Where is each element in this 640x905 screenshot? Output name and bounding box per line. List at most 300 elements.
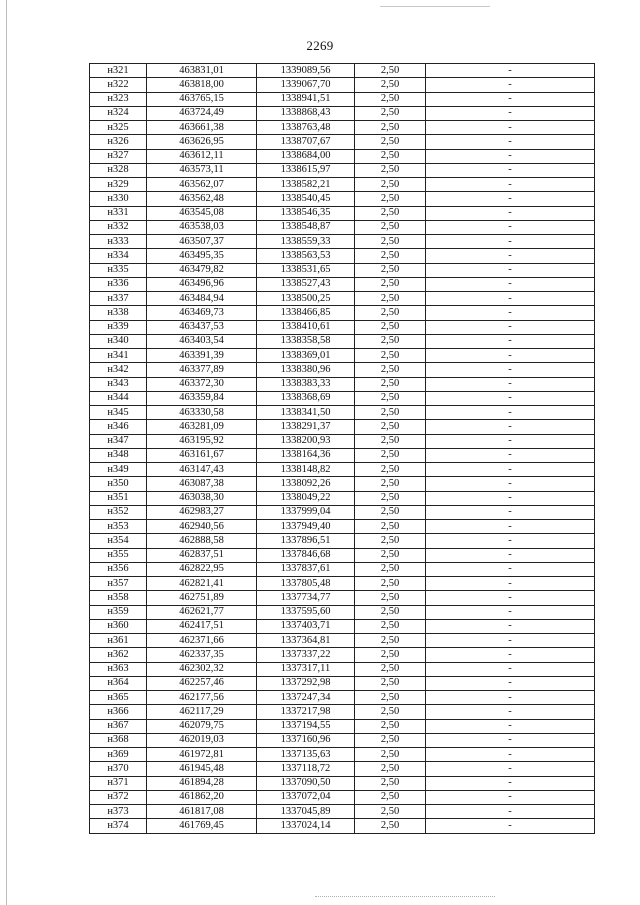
table-row xyxy=(90,477,595,491)
y-coordinate-cell: 1338164,36 xyxy=(257,448,355,462)
y-coordinate-cell: 1337949,40 xyxy=(257,520,355,534)
point-id-cell: н342 xyxy=(90,363,147,377)
x-coordinate-cell: 463818,00 xyxy=(147,78,257,92)
x-coordinate-cell: 462940,56 xyxy=(147,520,257,534)
point-id-cell: н334 xyxy=(90,249,147,263)
x-coordinate-cell: 463330,58 xyxy=(147,406,257,420)
x-coordinate-cell: 463626,95 xyxy=(147,135,257,149)
x-coordinate-cell: 462837,51 xyxy=(147,548,257,562)
point-id-cell: н331 xyxy=(90,206,147,220)
error-value-cell: 2,50 xyxy=(355,220,426,234)
method-cell: - xyxy=(426,235,595,249)
y-coordinate-cell: 1338369,01 xyxy=(257,349,355,363)
method-cell: - xyxy=(426,662,595,676)
x-coordinate-cell: 463359,84 xyxy=(147,391,257,405)
method-cell: - xyxy=(426,705,595,719)
x-coordinate-cell: 462337,35 xyxy=(147,648,257,662)
method-cell: - xyxy=(426,520,595,534)
table-row xyxy=(90,776,595,790)
method-cell: - xyxy=(426,534,595,548)
point-id-cell: н335 xyxy=(90,263,147,277)
y-coordinate-cell: 1338291,37 xyxy=(257,420,355,434)
table-row xyxy=(90,562,595,576)
x-coordinate-cell: 461817,08 xyxy=(147,805,257,819)
y-coordinate-cell: 1337317,11 xyxy=(257,662,355,676)
method-cell: - xyxy=(426,178,595,192)
x-coordinate-cell: 463495,35 xyxy=(147,249,257,263)
error-value-cell: 2,50 xyxy=(355,748,426,762)
method-cell: - xyxy=(426,391,595,405)
table-row xyxy=(90,705,595,719)
table-row xyxy=(90,420,595,434)
error-value-cell: 2,50 xyxy=(355,790,426,804)
y-coordinate-cell: 1337072,04 xyxy=(257,790,355,804)
x-coordinate-cell: 463724,49 xyxy=(147,106,257,120)
y-coordinate-cell: 1337805,48 xyxy=(257,577,355,591)
point-id-cell: н357 xyxy=(90,577,147,591)
method-cell: - xyxy=(426,676,595,690)
table-row xyxy=(90,434,595,448)
method-cell: - xyxy=(426,577,595,591)
error-value-cell: 2,50 xyxy=(355,106,426,120)
scan-top-mark xyxy=(380,6,490,7)
table-row xyxy=(90,548,595,562)
x-coordinate-cell: 463573,11 xyxy=(147,163,257,177)
method-cell: - xyxy=(426,548,595,562)
table-row xyxy=(90,534,595,548)
method-cell: - xyxy=(426,249,595,263)
error-value-cell: 2,50 xyxy=(355,548,426,562)
table-row xyxy=(90,178,595,192)
method-cell: - xyxy=(426,719,595,733)
error-value-cell: 2,50 xyxy=(355,505,426,519)
table-row xyxy=(90,691,595,705)
y-coordinate-cell: 1338546,35 xyxy=(257,206,355,220)
y-coordinate-cell: 1337135,63 xyxy=(257,748,355,762)
table-row xyxy=(90,78,595,92)
scan-left-edge xyxy=(6,0,7,905)
error-value-cell: 2,50 xyxy=(355,491,426,505)
method-cell: - xyxy=(426,263,595,277)
table-row xyxy=(90,363,595,377)
point-id-cell: н358 xyxy=(90,591,147,605)
y-coordinate-cell: 1337247,34 xyxy=(257,691,355,705)
method-cell: - xyxy=(426,648,595,662)
table-row xyxy=(90,121,595,135)
method-cell: - xyxy=(426,619,595,633)
point-id-cell: н338 xyxy=(90,306,147,320)
x-coordinate-cell: 463496,96 xyxy=(147,277,257,291)
x-coordinate-cell: 463479,82 xyxy=(147,263,257,277)
point-id-cell: н360 xyxy=(90,619,147,633)
table-row xyxy=(90,277,595,291)
y-coordinate-cell: 1337160,96 xyxy=(257,733,355,747)
table-row xyxy=(90,719,595,733)
x-coordinate-cell: 463403,54 xyxy=(147,334,257,348)
point-id-cell: н349 xyxy=(90,463,147,477)
method-cell: - xyxy=(426,349,595,363)
error-value-cell: 2,50 xyxy=(355,819,426,833)
method-cell: - xyxy=(426,334,595,348)
table-row xyxy=(90,762,595,776)
error-value-cell: 2,50 xyxy=(355,577,426,591)
x-coordinate-cell: 463538,03 xyxy=(147,220,257,234)
method-cell: - xyxy=(426,790,595,804)
table-row xyxy=(90,377,595,391)
error-value-cell: 2,50 xyxy=(355,135,426,149)
y-coordinate-cell: 1338868,43 xyxy=(257,106,355,120)
method-cell: - xyxy=(426,634,595,648)
point-id-cell: н344 xyxy=(90,391,147,405)
table-row xyxy=(90,662,595,676)
y-coordinate-cell: 1337024,14 xyxy=(257,819,355,833)
x-coordinate-cell: 462117,29 xyxy=(147,705,257,719)
error-value-cell: 2,50 xyxy=(355,648,426,662)
y-coordinate-cell: 1337217,98 xyxy=(257,705,355,719)
method-cell: - xyxy=(426,733,595,747)
y-coordinate-cell: 1338200,93 xyxy=(257,434,355,448)
error-value-cell: 2,50 xyxy=(355,263,426,277)
error-value-cell: 2,50 xyxy=(355,591,426,605)
x-coordinate-cell: 463437,53 xyxy=(147,320,257,334)
y-coordinate-cell: 1337734,77 xyxy=(257,591,355,605)
x-coordinate-cell: 461945,48 xyxy=(147,762,257,776)
error-value-cell: 2,50 xyxy=(355,719,426,733)
point-id-cell: н324 xyxy=(90,106,147,120)
point-id-cell: н330 xyxy=(90,192,147,206)
x-coordinate-cell: 462621,77 xyxy=(147,605,257,619)
method-cell: - xyxy=(426,748,595,762)
error-value-cell: 2,50 xyxy=(355,349,426,363)
y-coordinate-cell: 1338341,50 xyxy=(257,406,355,420)
point-id-cell: н340 xyxy=(90,334,147,348)
x-coordinate-cell: 463372,30 xyxy=(147,377,257,391)
point-id-cell: н365 xyxy=(90,691,147,705)
point-id-cell: н373 xyxy=(90,805,147,819)
error-value-cell: 2,50 xyxy=(355,121,426,135)
point-id-cell: н370 xyxy=(90,762,147,776)
error-value-cell: 2,50 xyxy=(355,805,426,819)
method-cell: - xyxy=(426,149,595,163)
method-cell: - xyxy=(426,163,595,177)
error-value-cell: 2,50 xyxy=(355,562,426,576)
point-id-cell: н321 xyxy=(90,64,147,78)
table-row xyxy=(90,135,595,149)
point-id-cell: н346 xyxy=(90,420,147,434)
error-value-cell: 2,50 xyxy=(355,420,426,434)
table-row xyxy=(90,64,595,78)
method-cell: - xyxy=(426,292,595,306)
table-row xyxy=(90,448,595,462)
error-value-cell: 2,50 xyxy=(355,277,426,291)
point-id-cell: н354 xyxy=(90,534,147,548)
error-value-cell: 2,50 xyxy=(355,434,426,448)
point-id-cell: н323 xyxy=(90,92,147,106)
x-coordinate-cell: 463484,94 xyxy=(147,292,257,306)
error-value-cell: 2,50 xyxy=(355,178,426,192)
y-coordinate-cell: 1338092,26 xyxy=(257,477,355,491)
point-id-cell: н364 xyxy=(90,676,147,690)
point-id-cell: н339 xyxy=(90,320,147,334)
x-coordinate-cell: 463507,37 xyxy=(147,235,257,249)
y-coordinate-cell: 1337403,71 xyxy=(257,619,355,633)
method-cell: - xyxy=(426,605,595,619)
error-value-cell: 2,50 xyxy=(355,92,426,106)
table-row xyxy=(90,220,595,234)
x-coordinate-cell: 462371,66 xyxy=(147,634,257,648)
error-value-cell: 2,50 xyxy=(355,64,426,78)
y-coordinate-cell: 1337896,51 xyxy=(257,534,355,548)
table-row xyxy=(90,349,595,363)
y-coordinate-cell: 1338684,00 xyxy=(257,149,355,163)
table-row xyxy=(90,733,595,747)
point-id-cell: н359 xyxy=(90,605,147,619)
x-coordinate-cell: 461894,28 xyxy=(147,776,257,790)
method-cell: - xyxy=(426,562,595,576)
error-value-cell: 2,50 xyxy=(355,776,426,790)
x-coordinate-cell: 463038,30 xyxy=(147,491,257,505)
x-coordinate-cell: 461862,20 xyxy=(147,790,257,804)
y-coordinate-cell: 1338049,22 xyxy=(257,491,355,505)
method-cell: - xyxy=(426,64,595,78)
y-coordinate-cell: 1338531,65 xyxy=(257,263,355,277)
error-value-cell: 2,50 xyxy=(355,762,426,776)
point-id-cell: н350 xyxy=(90,477,147,491)
x-coordinate-cell: 462983,27 xyxy=(147,505,257,519)
y-coordinate-cell: 1338548,87 xyxy=(257,220,355,234)
point-id-cell: н327 xyxy=(90,149,147,163)
table-row xyxy=(90,463,595,477)
y-coordinate-cell: 1337999,04 xyxy=(257,505,355,519)
x-coordinate-cell: 463281,09 xyxy=(147,420,257,434)
method-cell: - xyxy=(426,491,595,505)
method-cell: - xyxy=(426,92,595,106)
point-id-cell: н341 xyxy=(90,349,147,363)
error-value-cell: 2,50 xyxy=(355,634,426,648)
point-id-cell: н345 xyxy=(90,406,147,420)
x-coordinate-cell: 463765,15 xyxy=(147,92,257,106)
error-value-cell: 2,50 xyxy=(355,448,426,462)
method-cell: - xyxy=(426,776,595,790)
error-value-cell: 2,50 xyxy=(355,733,426,747)
x-coordinate-cell: 462417,51 xyxy=(147,619,257,633)
y-coordinate-cell: 1338540,45 xyxy=(257,192,355,206)
y-coordinate-cell: 1337194,55 xyxy=(257,719,355,733)
table-row xyxy=(90,819,595,833)
method-cell: - xyxy=(426,363,595,377)
point-id-cell: н361 xyxy=(90,634,147,648)
x-coordinate-cell: 462079,75 xyxy=(147,719,257,733)
table-row xyxy=(90,790,595,804)
table-row xyxy=(90,206,595,220)
y-coordinate-cell: 1337595,60 xyxy=(257,605,355,619)
error-value-cell: 2,50 xyxy=(355,662,426,676)
error-value-cell: 2,50 xyxy=(355,605,426,619)
error-value-cell: 2,50 xyxy=(355,391,426,405)
point-id-cell: н328 xyxy=(90,163,147,177)
method-cell: - xyxy=(426,377,595,391)
y-coordinate-cell: 1338582,21 xyxy=(257,178,355,192)
x-coordinate-cell: 461769,45 xyxy=(147,819,257,833)
point-id-cell: н371 xyxy=(90,776,147,790)
error-value-cell: 2,50 xyxy=(355,78,426,92)
table-row xyxy=(90,163,595,177)
y-coordinate-cell: 1338763,48 xyxy=(257,121,355,135)
y-coordinate-cell: 1338466,85 xyxy=(257,306,355,320)
point-id-cell: н366 xyxy=(90,705,147,719)
x-coordinate-cell: 463562,48 xyxy=(147,192,257,206)
y-coordinate-cell: 1338563,53 xyxy=(257,249,355,263)
point-id-cell: н322 xyxy=(90,78,147,92)
error-value-cell: 2,50 xyxy=(355,235,426,249)
table-row xyxy=(90,192,595,206)
point-id-cell: н329 xyxy=(90,178,147,192)
page-number: 2269 xyxy=(306,38,334,53)
method-cell: - xyxy=(426,306,595,320)
y-coordinate-cell: 1339089,56 xyxy=(257,64,355,78)
table-row xyxy=(90,306,595,320)
error-value-cell: 2,50 xyxy=(355,149,426,163)
method-cell: - xyxy=(426,277,595,291)
table-row xyxy=(90,249,595,263)
table-row xyxy=(90,805,595,819)
x-coordinate-cell: 462821,41 xyxy=(147,577,257,591)
point-id-cell: н348 xyxy=(90,448,147,462)
table-row xyxy=(90,320,595,334)
y-coordinate-cell: 1337118,72 xyxy=(257,762,355,776)
point-id-cell: н352 xyxy=(90,505,147,519)
method-cell: - xyxy=(426,320,595,334)
table-row xyxy=(90,406,595,420)
coordinates-table-body xyxy=(90,64,595,834)
x-coordinate-cell: 463161,67 xyxy=(147,448,257,462)
method-cell: - xyxy=(426,762,595,776)
x-coordinate-cell: 462822,95 xyxy=(147,562,257,576)
table-row xyxy=(90,577,595,591)
scan-bottom-mark xyxy=(315,896,495,898)
y-coordinate-cell: 1337837,61 xyxy=(257,562,355,576)
method-cell: - xyxy=(426,448,595,462)
table-row xyxy=(90,263,595,277)
x-coordinate-cell: 462888,58 xyxy=(147,534,257,548)
point-id-cell: н367 xyxy=(90,719,147,733)
table-row xyxy=(90,235,595,249)
error-value-cell: 2,50 xyxy=(355,406,426,420)
method-cell: - xyxy=(426,220,595,234)
error-value-cell: 2,50 xyxy=(355,520,426,534)
coordinates-table xyxy=(89,63,595,834)
y-coordinate-cell: 1338500,25 xyxy=(257,292,355,306)
error-value-cell: 2,50 xyxy=(355,691,426,705)
x-coordinate-cell: 463661,38 xyxy=(147,121,257,135)
error-value-cell: 2,50 xyxy=(355,292,426,306)
point-id-cell: н343 xyxy=(90,377,147,391)
point-id-cell: н351 xyxy=(90,491,147,505)
error-value-cell: 2,50 xyxy=(355,534,426,548)
x-coordinate-cell: 463377,89 xyxy=(147,363,257,377)
error-value-cell: 2,50 xyxy=(355,249,426,263)
table-row xyxy=(90,619,595,633)
error-value-cell: 2,50 xyxy=(355,163,426,177)
method-cell: - xyxy=(426,805,595,819)
table-row xyxy=(90,634,595,648)
point-id-cell: н326 xyxy=(90,135,147,149)
point-id-cell: н372 xyxy=(90,790,147,804)
point-id-cell: н355 xyxy=(90,548,147,562)
x-coordinate-cell: 462177,56 xyxy=(147,691,257,705)
method-cell: - xyxy=(426,591,595,605)
x-coordinate-cell: 462257,46 xyxy=(147,676,257,690)
x-coordinate-cell: 463391,39 xyxy=(147,349,257,363)
table-row xyxy=(90,92,595,106)
y-coordinate-cell: 1338707,67 xyxy=(257,135,355,149)
x-coordinate-cell: 463195,92 xyxy=(147,434,257,448)
y-coordinate-cell: 1338380,96 xyxy=(257,363,355,377)
error-value-cell: 2,50 xyxy=(355,676,426,690)
error-value-cell: 2,50 xyxy=(355,306,426,320)
y-coordinate-cell: 1338383,33 xyxy=(257,377,355,391)
table-row xyxy=(90,676,595,690)
method-cell: - xyxy=(426,463,595,477)
x-coordinate-cell: 463469,73 xyxy=(147,306,257,320)
error-value-cell: 2,50 xyxy=(355,363,426,377)
x-coordinate-cell: 463147,43 xyxy=(147,463,257,477)
y-coordinate-cell: 1337846,68 xyxy=(257,548,355,562)
y-coordinate-cell: 1338941,51 xyxy=(257,92,355,106)
table-row xyxy=(90,505,595,519)
point-id-cell: н356 xyxy=(90,562,147,576)
point-id-cell: н336 xyxy=(90,277,147,291)
method-cell: - xyxy=(426,477,595,491)
point-id-cell: н369 xyxy=(90,748,147,762)
point-id-cell: н374 xyxy=(90,819,147,833)
x-coordinate-cell: 462751,89 xyxy=(147,591,257,605)
method-cell: - xyxy=(426,78,595,92)
y-coordinate-cell: 1339067,70 xyxy=(257,78,355,92)
y-coordinate-cell: 1338615,97 xyxy=(257,163,355,177)
x-coordinate-cell: 463831,01 xyxy=(147,64,257,78)
x-coordinate-cell: 463562,07 xyxy=(147,178,257,192)
point-id-cell: н347 xyxy=(90,434,147,448)
point-id-cell: н332 xyxy=(90,220,147,234)
x-coordinate-cell: 462302,32 xyxy=(147,662,257,676)
method-cell: - xyxy=(426,206,595,220)
method-cell: - xyxy=(426,406,595,420)
method-cell: - xyxy=(426,106,595,120)
y-coordinate-cell: 1338527,43 xyxy=(257,277,355,291)
method-cell: - xyxy=(426,121,595,135)
table-row xyxy=(90,520,595,534)
point-id-cell: н325 xyxy=(90,121,147,135)
point-id-cell: н362 xyxy=(90,648,147,662)
point-id-cell: н368 xyxy=(90,733,147,747)
method-cell: - xyxy=(426,434,595,448)
table-row xyxy=(90,605,595,619)
x-coordinate-cell: 463087,38 xyxy=(147,477,257,491)
x-coordinate-cell: 462019,03 xyxy=(147,733,257,747)
error-value-cell: 2,50 xyxy=(355,377,426,391)
table-row xyxy=(90,491,595,505)
y-coordinate-cell: 1338559,33 xyxy=(257,235,355,249)
x-coordinate-cell: 463545,08 xyxy=(147,206,257,220)
error-value-cell: 2,50 xyxy=(355,463,426,477)
table-row xyxy=(90,334,595,348)
error-value-cell: 2,50 xyxy=(355,206,426,220)
table-row xyxy=(90,648,595,662)
y-coordinate-cell: 1337090,50 xyxy=(257,776,355,790)
table-row xyxy=(90,748,595,762)
y-coordinate-cell: 1338410,61 xyxy=(257,320,355,334)
